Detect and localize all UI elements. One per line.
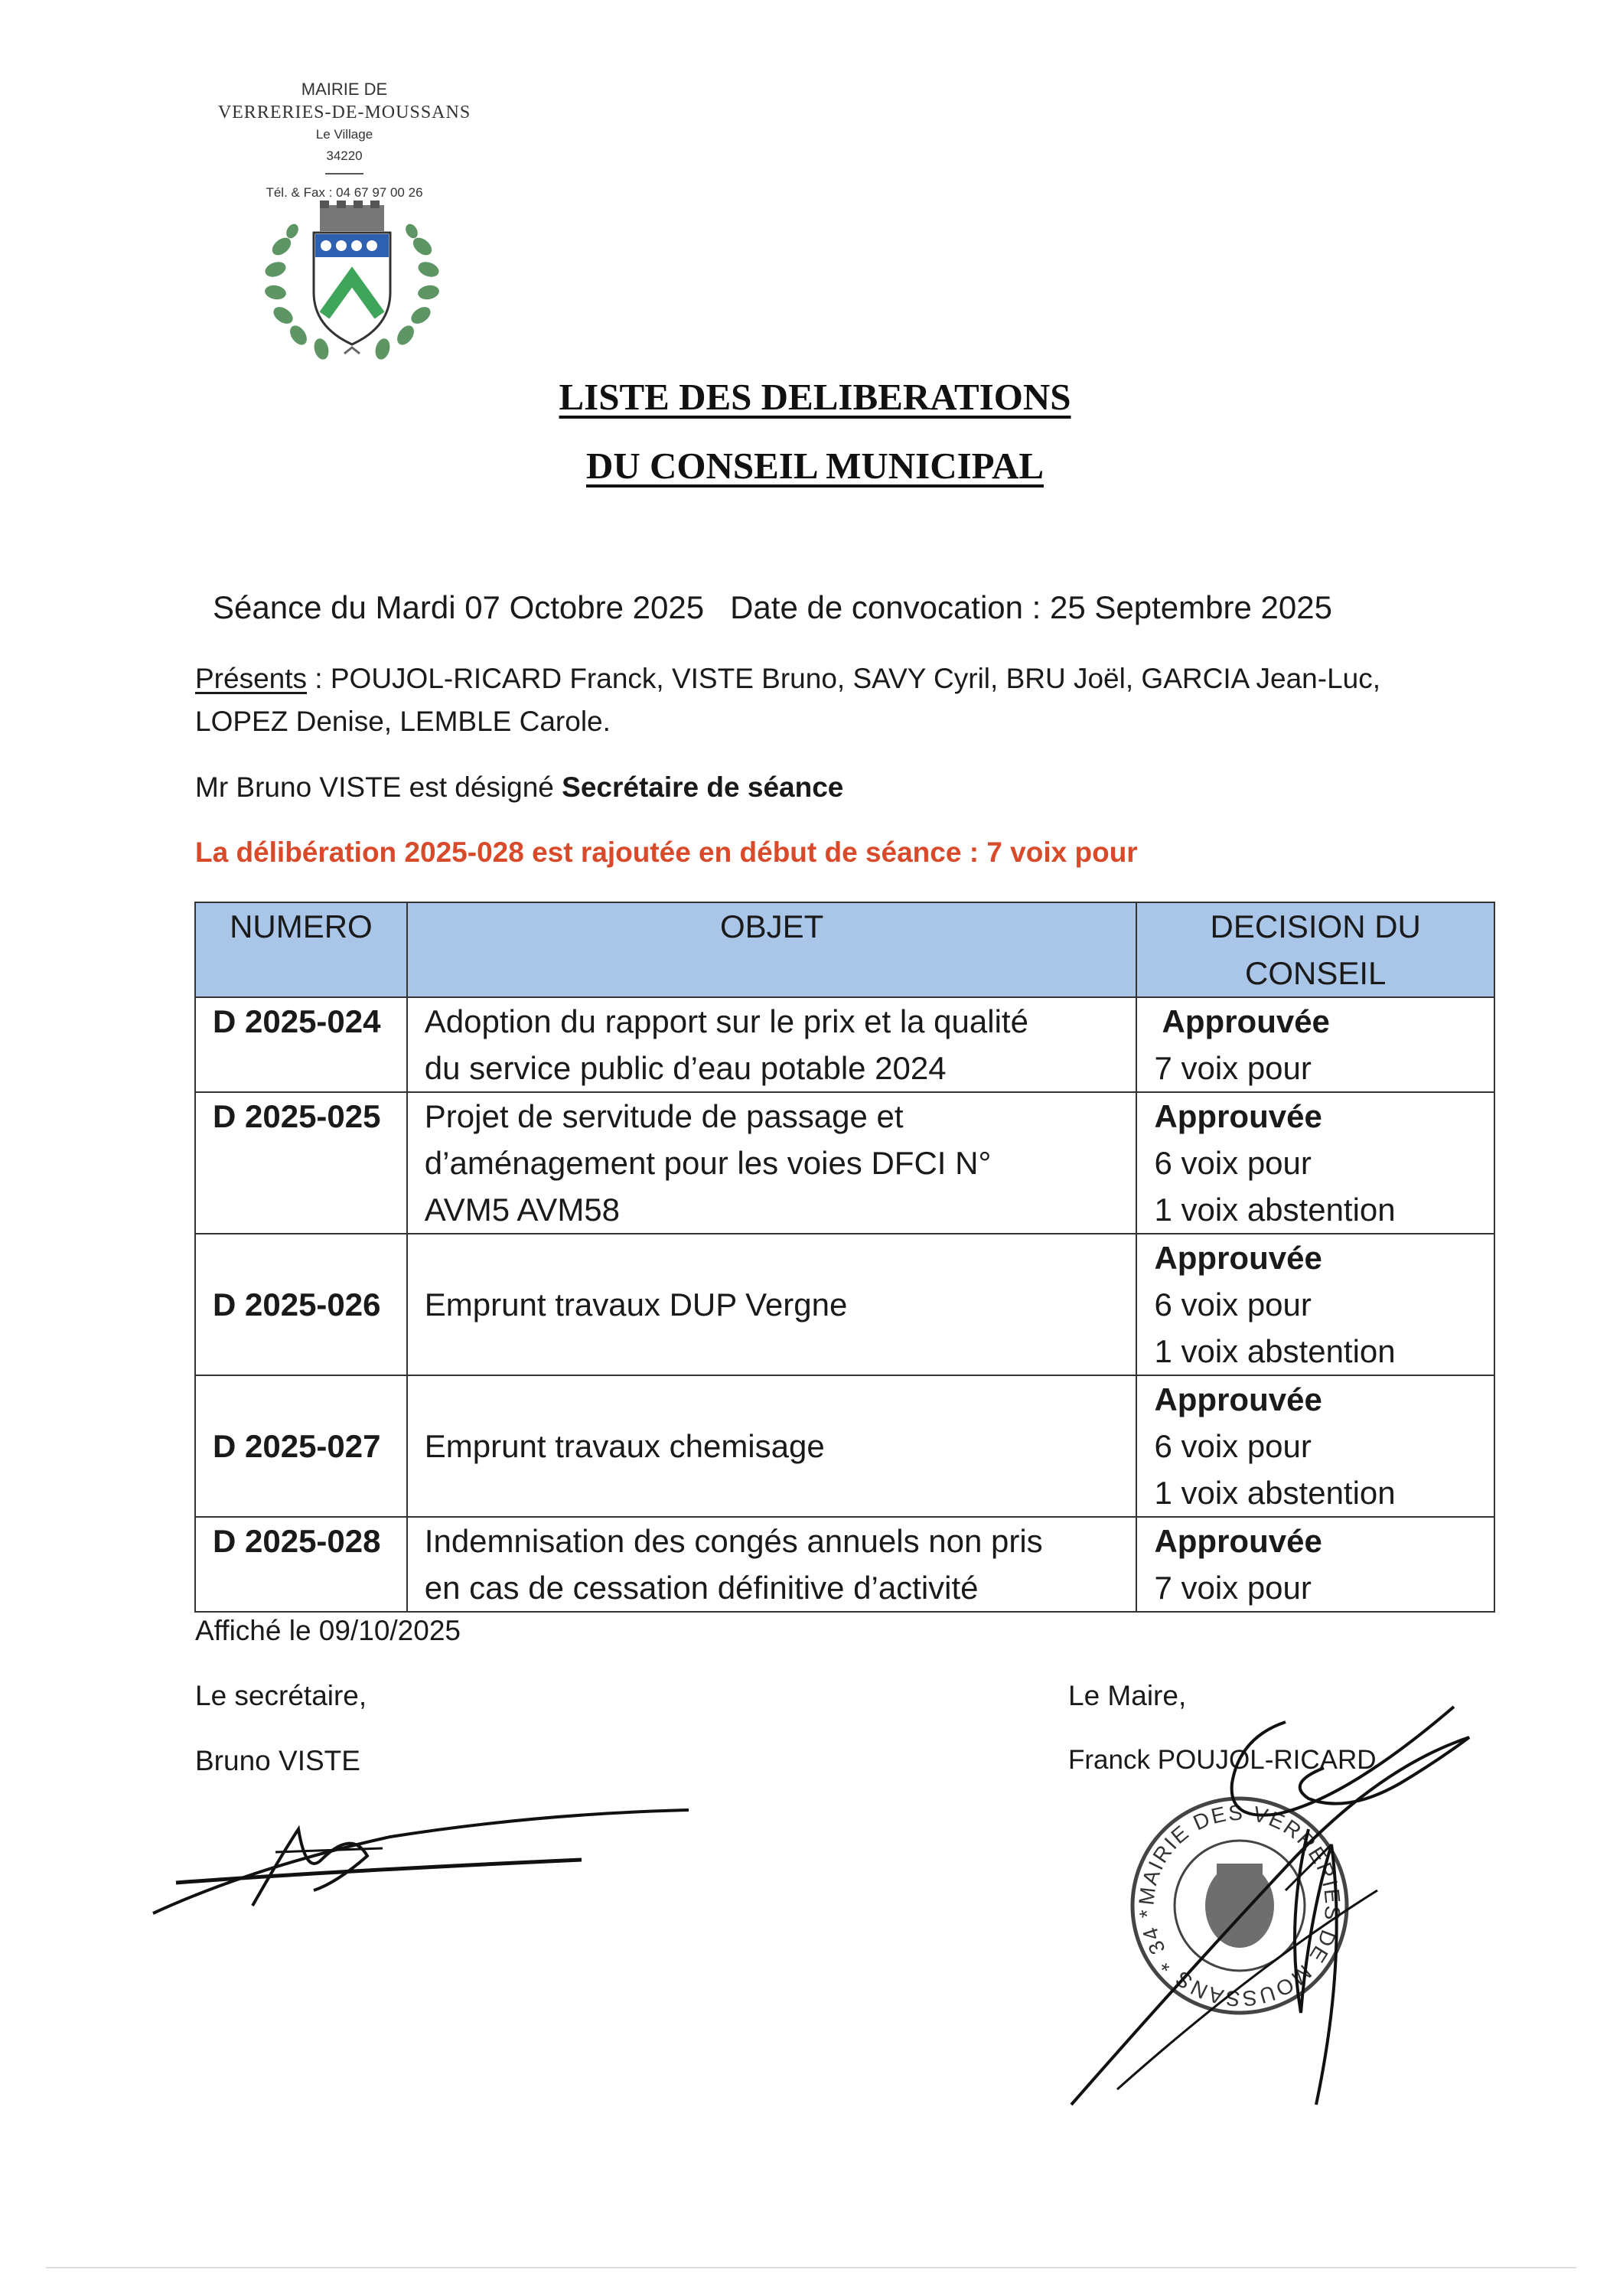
secretary-name: Bruno VISTE bbox=[195, 1745, 360, 1776]
mairie-phone: Tél. & Fax : 04 67 97 00 26 bbox=[266, 185, 423, 200]
row-decision bbox=[1136, 997, 1494, 1092]
row-numero: D 2025-025 bbox=[195, 1092, 407, 1234]
secretary-designation bbox=[195, 771, 843, 804]
deliberations-table bbox=[194, 902, 1495, 1613]
decision-votes: 6 voix pour bbox=[1154, 1428, 1312, 1464]
presents-line2: LOPEZ Denise, LEMBLE Carole. bbox=[195, 706, 611, 737]
row-objet: Emprunt travaux chemisage bbox=[407, 1375, 1137, 1517]
row-objet bbox=[407, 1092, 1137, 1234]
row-decision bbox=[1136, 1517, 1494, 1612]
row-objet-line: du service public d’eau potable 2024 bbox=[424, 1050, 947, 1086]
row-objet-line: d’aménagement pour les voies DFCI N° bbox=[424, 1145, 992, 1181]
mayor-signature-icon bbox=[1056, 1691, 1484, 2135]
svg-text:MAIRIE DES VERRERIES DE MOUSSA: MAIRIE DES VERRERIES DE MOUSSANS * 34 * bbox=[1134, 1800, 1345, 2011]
row-decision bbox=[1136, 1234, 1494, 1375]
decision-abstention: 1 voix abstention bbox=[1154, 1192, 1396, 1228]
column-header-decision bbox=[1136, 902, 1494, 997]
row-objet bbox=[407, 997, 1137, 1092]
mayor-name: Franck POUJOL-RICARD bbox=[1068, 1745, 1377, 1775]
row-objet-line: AVM5 AVM58 bbox=[424, 1192, 621, 1228]
row-numero: D 2025-024 bbox=[195, 997, 407, 1092]
table-row bbox=[195, 1517, 1494, 1612]
municipal-crest-icon bbox=[260, 201, 444, 365]
row-numero: D 2025-027 bbox=[195, 1375, 407, 1517]
presents-label: Présents bbox=[195, 663, 308, 694]
decision-status: Approuvée bbox=[1154, 1523, 1322, 1559]
table-row bbox=[195, 1092, 1494, 1234]
table-row bbox=[195, 1375, 1494, 1517]
mayor-label: Le Maire, bbox=[1068, 1680, 1187, 1711]
decision-votes: 6 voix pour bbox=[1154, 1145, 1312, 1181]
row-objet-line: Projet de servitude de passage et bbox=[424, 1098, 904, 1134]
document-title-line1: LISTE DES DELIBERATIONS bbox=[559, 376, 1071, 418]
row-numero: D 2025-026 bbox=[195, 1234, 407, 1375]
session-info bbox=[213, 589, 1332, 626]
decision-abstention: 1 voix abstention bbox=[1154, 1333, 1396, 1369]
decision-status: Approuvée bbox=[1154, 1381, 1322, 1417]
decision-votes: 7 voix pour bbox=[1154, 1570, 1312, 1606]
decision-status: Approuvée bbox=[1154, 1240, 1322, 1276]
mairie-name: VERRERIES-DE-MOUSSANS bbox=[217, 103, 471, 122]
column-header-numero: NUMERO bbox=[195, 902, 407, 997]
secretary-role: Secrétaire de séance bbox=[562, 771, 844, 803]
table-row bbox=[195, 997, 1494, 1092]
presents-names-1: : POUJOL-RICARD Franck, VISTE Bruno, SAVY Cyril, BRU Joël, GARCIA Jean-Luc, bbox=[307, 663, 1380, 694]
row-decision bbox=[1136, 1092, 1494, 1234]
row-objet-line: Indemnisation des congés annuels non pris bbox=[424, 1523, 1043, 1559]
addition-note: La délibération 2025-028 est rajoutée en début de séance : 7 voix pour bbox=[195, 837, 1138, 868]
row-objet: Emprunt travaux DUP Vergne bbox=[407, 1234, 1137, 1375]
letterhead-divider bbox=[325, 173, 363, 174]
decision-status: Approuvée bbox=[1154, 1003, 1330, 1039]
convocation-date: Date de convocation : 25 Septembre 2025 bbox=[730, 589, 1332, 625]
document-title-line2: DU CONSEIL MUNICIPAL bbox=[585, 445, 1045, 487]
session-date: Séance du Mardi 07 Octobre 2025 bbox=[213, 589, 705, 625]
row-decision bbox=[1136, 1375, 1494, 1517]
column-header-decision-line2: CONSEIL bbox=[1245, 955, 1387, 991]
posting-date: Affiché le 09/10/2025 bbox=[195, 1615, 461, 1646]
row-numero: D 2025-028 bbox=[195, 1517, 407, 1612]
decision-status: Approuvée bbox=[1154, 1098, 1322, 1134]
secretary-signature-icon bbox=[138, 1783, 696, 1921]
mairie-address: Le Village bbox=[315, 127, 373, 142]
table-row bbox=[195, 1234, 1494, 1375]
column-header-objet: OBJET bbox=[407, 902, 1137, 997]
mairie-heading: MAIRIE DE bbox=[301, 80, 388, 99]
row-objet bbox=[407, 1517, 1137, 1612]
decision-abstention: 1 voix abstention bbox=[1154, 1475, 1396, 1511]
decision-votes: 6 voix pour bbox=[1154, 1287, 1312, 1322]
row-objet-line: en cas de cessation définitive d’activité bbox=[424, 1570, 979, 1606]
secretary-label: Le secrétaire, bbox=[195, 1680, 367, 1711]
mairie-postcode: 34220 bbox=[326, 148, 363, 163]
decision-votes: 7 voix pour bbox=[1154, 1050, 1312, 1086]
scan-edge-divider bbox=[46, 2267, 1576, 2268]
column-header-decision-line1: DECISION DU bbox=[1210, 908, 1421, 944]
row-objet-line: Adoption du rapport sur le prix et la qualité bbox=[424, 1003, 1028, 1039]
table-header-row bbox=[195, 902, 1494, 997]
presents-line1 bbox=[195, 663, 1380, 695]
secretary-designation-text: Mr Bruno VISTE est désigné bbox=[195, 771, 562, 803]
